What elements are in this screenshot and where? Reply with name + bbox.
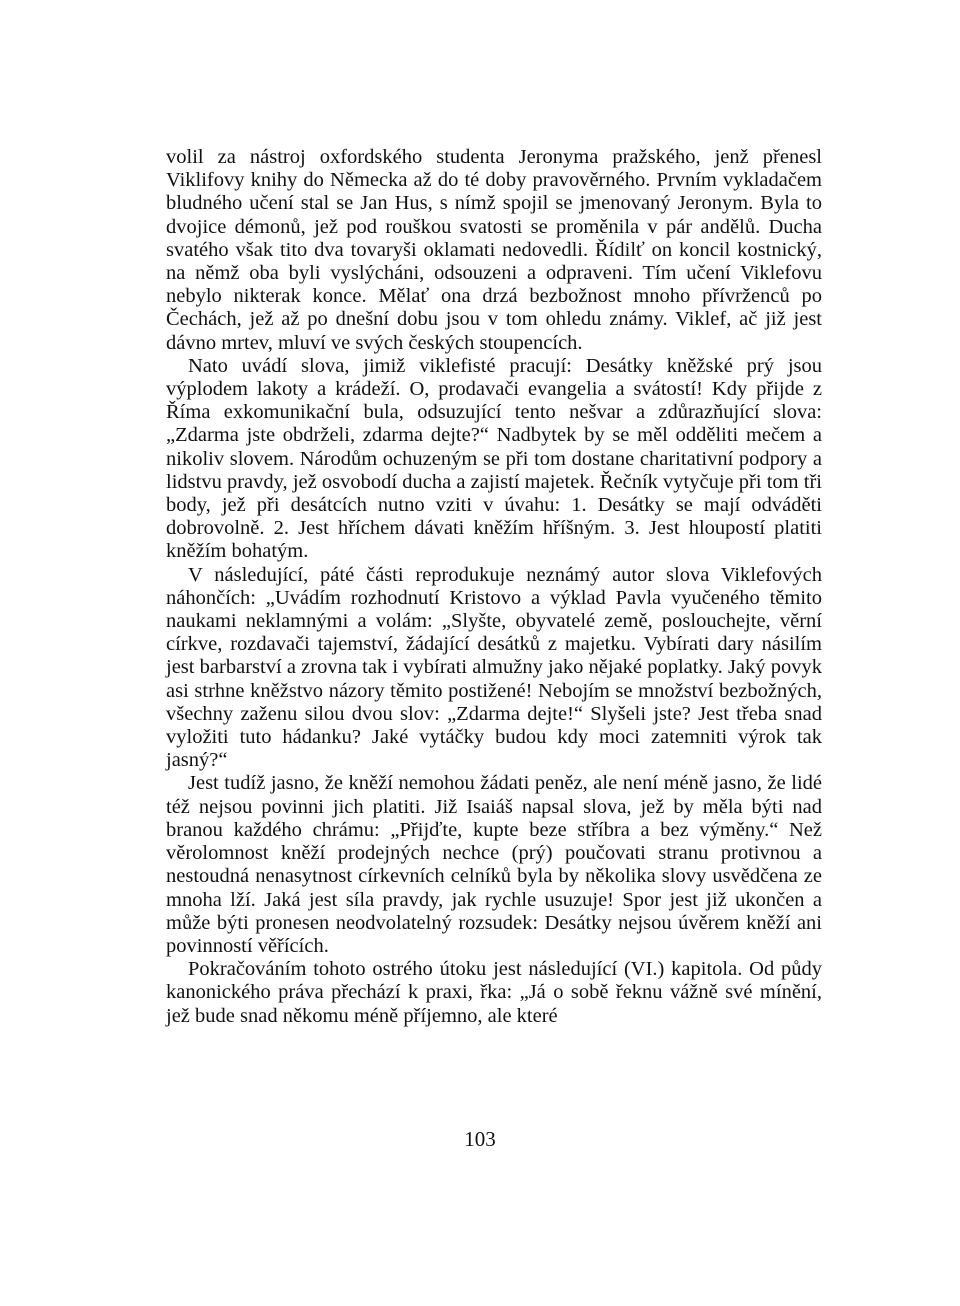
paragraph-5: Pokračováním tohoto ostrého útoku jest následující (VI.) kapitola. Od půdy kanonického práva přechází k praxi, řka: „Já o sobě řeknu vážně své mínění, jež bude snad někomu méně příjemno, ale které <box>166 958 822 1027</box>
paragraph-2: Nato uvádí slova, jimiž viklefisté pracují: Desátky kněžské prý jsou výplodem lakoty a krádeží. O, prodavači evangelia a svátostí! Kdy přijde z Říma exkomunikační bula, odsuzující tento nešvar a zdůrazňující slova: „Zdarma jste obdrželi, zdarma dejte?“ Nadbytek by se měl odděliti mečem a nikoliv slovem. Národům ochuzeným se při tom dostane charitativní podpory a lidstvu pravdy, jež osvobodí ducha a zajistí majetek. Řečník vytyčuje při tom tři body, jež při desátcích nutno vziti v úvahu: 1. Desátky se mají odváděti dobrovolně. 2. Jest hříchem dávati kněžím hříšným. 3. Jest hloupostí platiti kněžím bohatým. <box>166 354 822 563</box>
page-number: 103 <box>464 1127 496 1151</box>
paragraph-4: Jest tudíž jasno, že kněží nemohou žádati peněz, ale není méně jasno, že lidé též nejsou povinni jich platiti. Již Isaiáš napsal slova, jež by měla býti nad branou každého chrámu: „Přijďte, kupte beze stříbra a bez výměny.“ Než věrolomnost kněží prodejných nechce (prý) poučovati stranu protivnou a nestoudná nenasytnost církevních celníků byla by několika slovy usvědčena ze mnoha lží. Jaká jest síla pravdy, jak rychle usuzuje! Spor jest již ukončen a může býti pronesen neodvolatelný rozsudek: Desátky nejsou úvěrem kněží ani povinností věřících. <box>166 772 822 957</box>
body-text <box>166 146 822 1028</box>
paragraph-1: volil za nástroj oxfordského studenta Jeronyma pražského, jenž přenesl Viklifovy knihy do Německa až do té doby pravověrného. Prvním vykladačem bludného učení stal se Jan Hus, s nímž spojil se jmenovaný Jeronym. Byla to dvojice démonů, jež pod rouškou svatosti se proměnila v pár andělů. Ducha svatého však tito dva tovaryši oklamati nedovedli. Řídilť on koncil kostnický, na němž oba byli vyslýcháni, odsouzeni a odpraveni. Tím učení Viklefovu nebylo nikterak konce. Mělať ona drzá bezbožnost mnoho přívrženců po Čechách, jež až po dnešní dobu jsou v tom ohledu známy. Viklef, ač již jest dávno mrtev, mluví ve svých českých stoupencích. <box>166 146 822 354</box>
paragraph-3: V následující, páté části reprodukuje neznámý autor slova Viklefových náhončích: „Uvádím rozhodnutí Kristovo a výklad Pavla vyučeného těmito naukami neklamnými a volám: „Slyšte, obyvatelé země, poslouchejte, věrní církve, rozdavači tajemství, žádající desátků z majetku. Vybírati dary násilím jest barbarství a zrovna tak i vybírati almužny jako nějaké poplatky. Jaký povyk asi strhne kněžstvo názory těmito postižené! Nebojím se množství bezbožných, všechny zaženu silou dvou slov: „Zdarma dejte!“ Slyšeli jste? Jest třeba snad vyložiti tuto hádanku? Jaké vytáčky budou kdy moci zatemniti výrok tak jasný?“ <box>166 563 822 772</box>
